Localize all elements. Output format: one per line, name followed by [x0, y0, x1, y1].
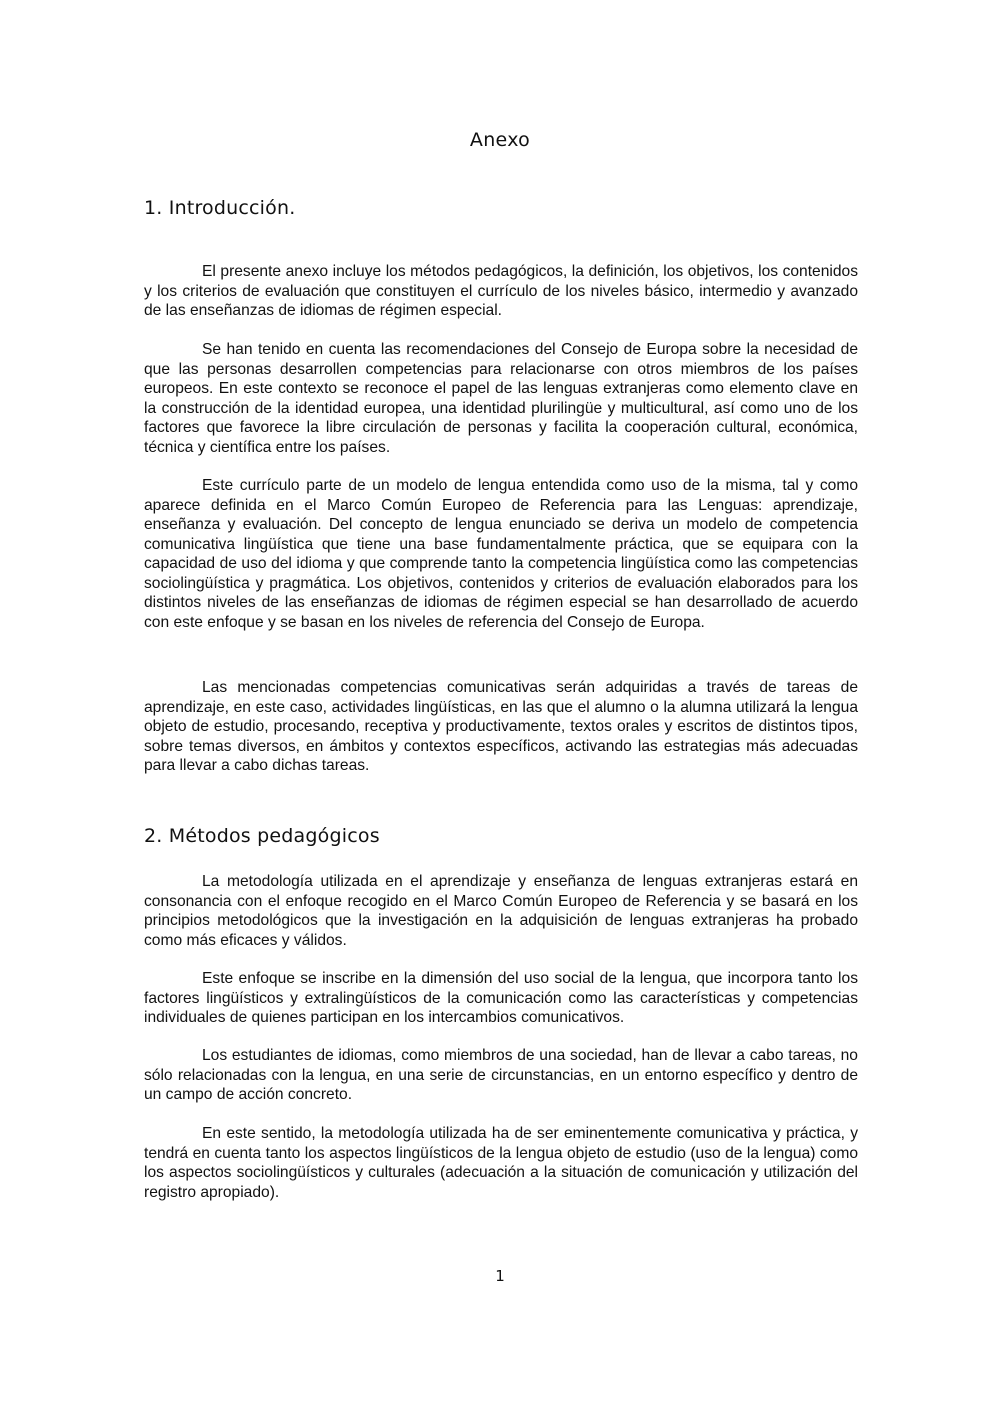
paragraph: La metodología utilizada en el aprendizaje y enseñanza de lenguas extranjeras estará en consonancia con el enfoque recogido en el Marco Común Europeo de Referencia y se basará en los principios metodológicos que la investigación en la adquisición de lenguas extranjeras ha probado como más eficaces y válidos.: [144, 873, 858, 949]
section-heading-introduccion: 1. Introducción.: [144, 197, 296, 219]
page-number: 1: [495, 1267, 505, 1285]
document-title: Anexo: [469, 129, 531, 151]
paragraph: El presente anexo incluye los métodos pedagógicos, la definición, los objetivos, los contenidos y los criterios de evaluación que constituyen el currículo de los niveles básico, intermedio y avanzado de las enseñanzas de idiomas de régimen especial.: [144, 263, 858, 319]
paragraph: Este currículo parte de un modelo de lengua entendida como uso de la misma, tal y como aparece definida en el Marco Común Europeo de Referencia para las Lenguas: aprendizaje, enseñanza y evaluación. Del concepto de lengua enunciado se deriva un modelo de competencia comunicativa lingüística que tiene una base fundamentalmente práctica, que se equipara con la capacidad de uso del idioma y que comprende tanto la competencia lingüística como las competencias sociolingüística y pragmática. Los objetivos, contenidos y criterios de evaluación elaborados para los distintos niveles de las enseñanzas de idiomas de régimen especial se han desarrollado de acuerdo con este enfoque y se basan en los niveles de referencia del Consejo de Europa.: [144, 477, 858, 631]
paragraph: En este sentido, la metodología utilizada ha de ser eminentemente comunicativa y práctica, y tendrá en cuenta tanto los aspectos lingüísticos de la lengua objeto de estudio (uso de la lengua) como los aspectos sociolingüísticos y culturales (adecuación a la situación de comunicación y utilización del registro apropiado).: [144, 1125, 858, 1201]
paragraph: Se han tenido en cuenta las recomendaciones del Consejo de Europa sobre la necesidad de que las personas desarrollen competencias para relacionarse con otros miembros de los países europeos. En este contexto se reconoce el papel de las lenguas extranjeras como elemento clave en la construcción de la identidad europea, una identidad plurilingüe y multicultural, así como uno de los factores que favorece la libre circulación de personas y facilita la cooperación cultural, económica, técnica y científica entre los países.: [144, 341, 858, 456]
paragraph: Los estudiantes de idiomas, como miembros de una sociedad, han de llevar a cabo tareas, no sólo relacionadas con la lengua, en una serie de circunstancias, en un entorno específico y dentro de un campo de acción concreto.: [144, 1047, 858, 1103]
paragraph: Este enfoque se inscribe en la dimensión del uso social de la lengua, que incorpora tanto los factores lingüísticos y extralingüísticos de la comunicación como las características y competencias individuales de quienes participan en los intercambios comunicativos.: [144, 970, 858, 1026]
section-heading-metodos-pedagogicos: 2. Métodos pedagógicos: [144, 825, 380, 847]
paragraph: Las mencionadas competencias comunicativas serán adquiridas a través de tareas de aprendizaje, en este caso, actividades lingüísticas, en las que el alumno o la alumna utilizará la lengua objeto de estudio, procesando, receptiva y productivamente, textos orales y escritos de distintos tipos, sobre temas diversos, en ámbitos y contextos específicos, activando las estrategias más adecuadas para llevar a cabo dichas tareas.: [144, 679, 858, 774]
